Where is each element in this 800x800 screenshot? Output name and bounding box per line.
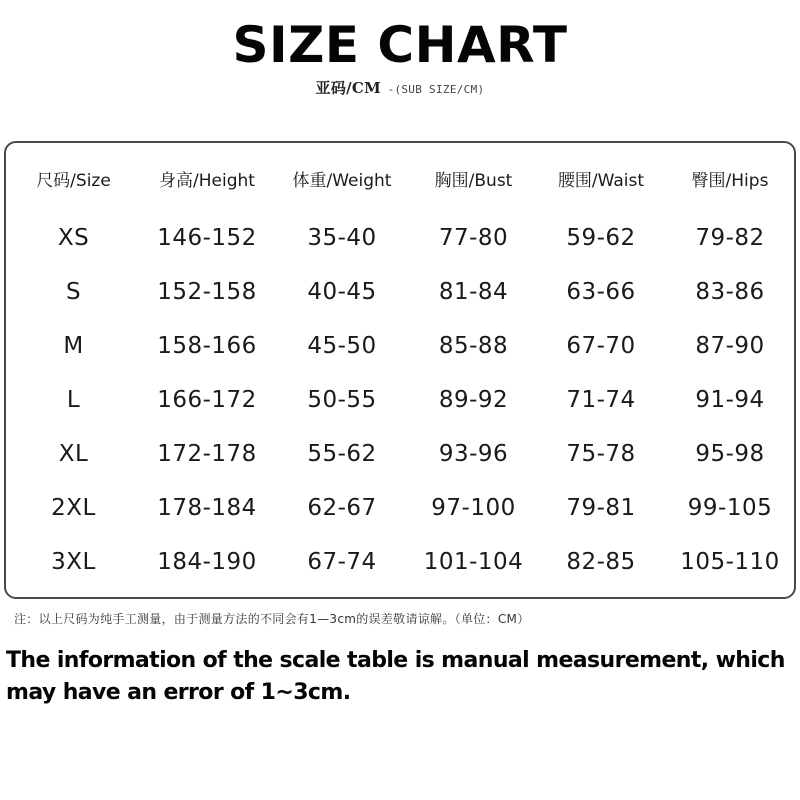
cell-bust: 89-92 (438, 387, 509, 413)
subtitle-unit-cn: 亚码/CM (315, 79, 382, 97)
page-title: SIZE CHART (232, 16, 568, 74)
cell-waist: 75-78 (566, 441, 636, 467)
column-header-height: 身高/Height (159, 170, 255, 191)
cell-height: 184-190 (157, 549, 257, 575)
cell-weight: 40-45 (307, 279, 377, 305)
cell-bust: 77-80 (438, 225, 509, 251)
cell-height: 158-166 (157, 333, 257, 359)
cell-waist: 79-81 (566, 495, 636, 521)
cell-waist: 67-70 (566, 333, 636, 359)
cell-hips: 83-86 (695, 279, 765, 305)
table-row (6, 211, 794, 265)
cell-size: L (66, 387, 81, 413)
cell-weight: 45-50 (307, 333, 377, 359)
cell-bust: 93-96 (438, 441, 509, 467)
cell-hips: 99-105 (687, 495, 773, 521)
cell-hips: 79-82 (695, 225, 765, 251)
cell-waist: 63-66 (566, 279, 636, 305)
size-table-frame (4, 141, 796, 599)
cell-weight: 62-67 (307, 495, 377, 521)
cell-size: 3XL (51, 549, 96, 575)
cell-bust: 81-84 (438, 279, 509, 305)
size-table (6, 143, 794, 589)
cell-size: 2XL (51, 495, 96, 521)
cell-waist: 71-74 (566, 387, 636, 413)
cell-size: M (63, 333, 84, 359)
cell-size: XS (57, 225, 90, 251)
table-row (6, 535, 794, 589)
table-row (6, 265, 794, 319)
table-row (6, 427, 794, 481)
column-header-hips: 臀围/Hips (691, 170, 769, 191)
cell-bust: 85-88 (438, 333, 509, 359)
subtitle-unit-en: -(SUB SIZE/CM) (387, 83, 485, 96)
measurement-note-en: The information of the scale table is manual measurement, which may have an error of 1~3cm. (6, 648, 785, 705)
cell-height: 178-184 (157, 495, 257, 521)
subtitle (0, 78, 800, 100)
cell-weight: 50-55 (307, 387, 377, 413)
column-header-bust: 胸围/Bust (434, 170, 513, 191)
cell-size: XL (58, 441, 89, 467)
cell-waist: 59-62 (566, 225, 636, 251)
cell-hips: 105-110 (680, 549, 780, 575)
table-header-row (6, 143, 794, 211)
cell-height: 166-172 (157, 387, 257, 413)
cell-waist: 82-85 (566, 549, 636, 575)
cell-hips: 91-94 (695, 387, 765, 413)
cell-hips: 87-90 (695, 333, 765, 359)
cell-height: 146-152 (157, 225, 257, 251)
table-row (6, 319, 794, 373)
cell-weight: 55-62 (307, 441, 377, 467)
table-row (6, 373, 794, 427)
cell-height: 172-178 (157, 441, 257, 467)
cell-height: 152-158 (157, 279, 257, 305)
measurement-note-cn: 注：以上尺码为纯手工测量，由于测量方法的不同会有1—3cm的误差敬请谅解。（单位：CM） (14, 612, 530, 626)
cell-bust: 101-104 (423, 549, 524, 575)
cell-size: S (65, 279, 82, 305)
table-row (6, 481, 794, 535)
cell-hips: 95-98 (695, 441, 765, 467)
cell-bust: 97-100 (431, 495, 516, 521)
cell-weight: 67-74 (307, 549, 377, 575)
column-header-size: 尺码/Size (36, 170, 111, 191)
column-header-weight: 体重/Weight (292, 170, 392, 191)
column-header-waist: 腰围/Waist (557, 170, 645, 191)
cell-weight: 35-40 (307, 225, 377, 251)
